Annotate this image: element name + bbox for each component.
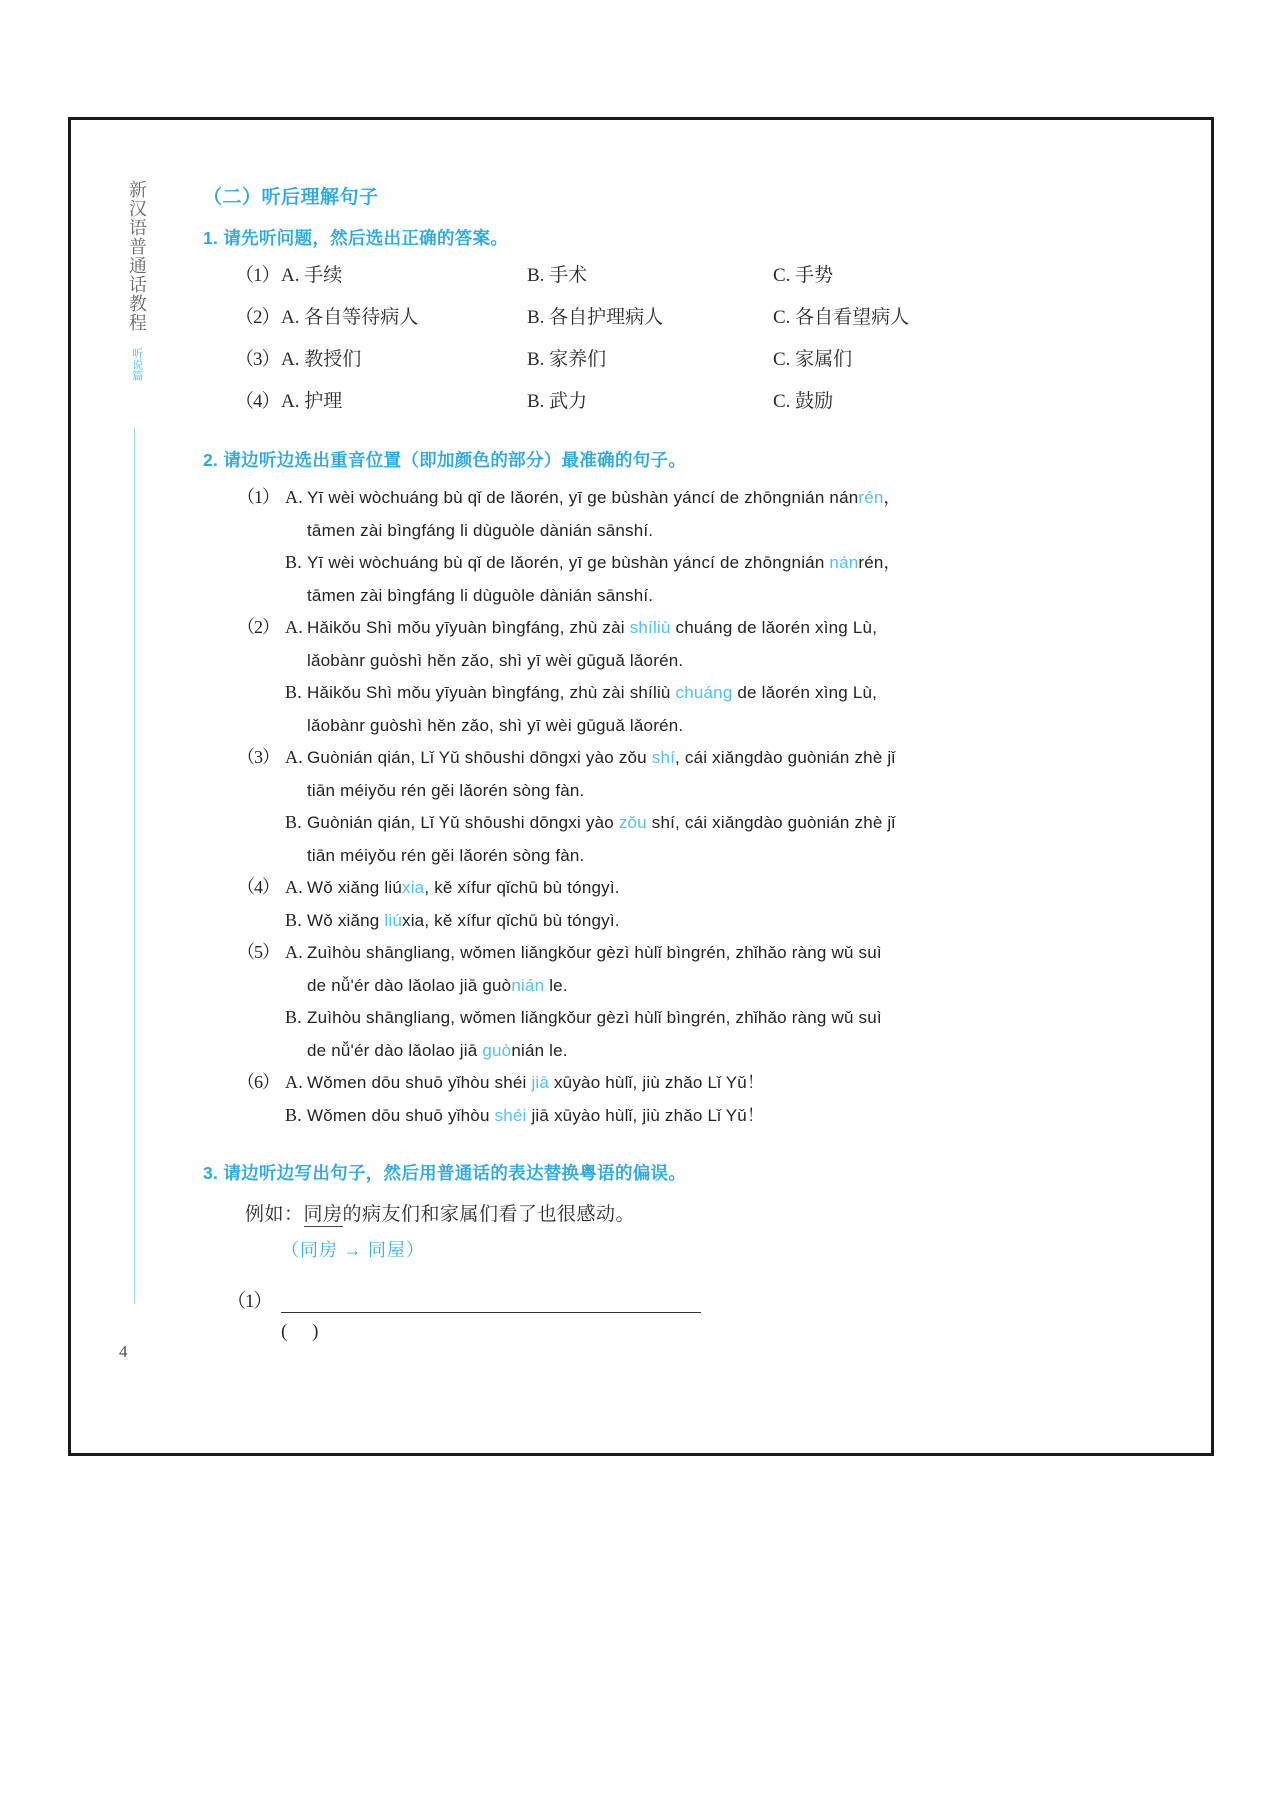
example-rest: 的病友们和家属们看了也很感动。: [342, 1204, 636, 1225]
pinyin-segment: Wǒ xiǎng: [307, 910, 385, 930]
task2-heading: 2. 请边听边选出重音位置（即加颜色的部分）最准确的句子。: [203, 450, 687, 470]
table-row: [235, 260, 1143, 287]
pinyin-segment: Zuìhòu shāngliang, wǒmen liǎngkǒur gèzì hùlǐ bìngrén, zhǐhǎo ràng wǔ suì: [307, 1008, 882, 1027]
question-number: （6）: [237, 1072, 279, 1092]
pinyin-text: [307, 650, 1143, 671]
question-number: （1）: [235, 265, 280, 286]
pinyin-text: [307, 585, 1143, 606]
choice-option-a[interactable]: A. 手续: [281, 265, 343, 286]
pinyin-segment: de nǚ'ér dào lǎolao jiā: [307, 1040, 483, 1060]
pinyin-segment: lǎobànr guòshì hěn zǎo, shì yī wèi gūguǎ lǎorén.: [307, 715, 684, 735]
stress-highlight: zǒu: [618, 813, 647, 832]
example-prefix: 例如：: [245, 1204, 304, 1225]
option-tag: B.: [285, 682, 302, 702]
task3-heading: 3. 请边听边写出句子，然后用普通话的表达替换粤语的偏误。: [203, 1163, 687, 1183]
pinyin-text: [307, 845, 1143, 866]
pinyin-segment: , kě xífur qǐchū bù tóngyì.: [424, 878, 620, 897]
sentence-option-continuation: [237, 779, 1143, 802]
pinyin-segment: Wǒmen dōu shuō yǐhòu shéi: [307, 1073, 532, 1092]
choice-option-c[interactable]: C. 家属们: [773, 349, 853, 370]
main-text-column: [203, 182, 1143, 1343]
stress-highlight: shí: [651, 748, 676, 767]
question-number: （5）: [237, 942, 279, 962]
sentence-option-continuation: [237, 584, 1143, 607]
list-item: [237, 941, 1143, 1061]
pinyin-segment: tāmen zài bìngfáng li dùguòle dànián sānshí.: [307, 585, 654, 605]
sentence-option[interactable]: [237, 876, 1143, 899]
stress-highlight: xia: [402, 878, 425, 897]
book-running-title: 新汉语普通话教程: [126, 180, 147, 332]
list-item: [237, 746, 1143, 866]
pinyin-text: [307, 780, 1143, 801]
stress-highlight: guò: [482, 1040, 512, 1060]
pinyin-segment: Wǒmen dōu shuō yǐhòu: [307, 1105, 495, 1125]
pinyin-text: [307, 1105, 1143, 1126]
stress-highlight: rén: [858, 488, 884, 507]
question-number: （3）: [235, 349, 280, 370]
task1-choice-list: [235, 260, 1143, 413]
stress-highlight: nián: [511, 975, 545, 995]
write-in-line[interactable]: [281, 1294, 701, 1313]
example-underlined-term: 同房: [303, 1204, 343, 1225]
question-number: （2）: [237, 617, 279, 637]
task2-sentence-list: [237, 486, 1143, 1126]
choice-option-b[interactable]: B. 手术: [527, 265, 588, 286]
answer-number: （1）: [227, 1291, 272, 1312]
pinyin-segment: tiān méiyǒu rén gěi lǎorén sòng fàn.: [307, 845, 585, 865]
option-tag: B.: [285, 1104, 302, 1125]
sentence-option-continuation: [237, 974, 1143, 997]
task1-heading: 1. 请先听问题，然后选出正确的答案。: [203, 228, 509, 248]
pinyin-text: [307, 1072, 1143, 1093]
task3-answer-blanks: [203, 1286, 1143, 1343]
pinyin-text: [307, 812, 1143, 833]
sentence-option-continuation: [237, 714, 1143, 737]
table-row: [235, 344, 1143, 371]
pinyin-segment: de nǚ'ér dào lǎolao jiā guò: [307, 975, 512, 995]
sentence-option-continuation: [237, 1039, 1143, 1062]
sentence-option[interactable]: [237, 551, 1143, 574]
sentence-option[interactable]: [237, 1071, 1143, 1094]
task3-example-sentence: [245, 1199, 1143, 1226]
choice-option-a[interactable]: A. 教授们: [281, 349, 362, 370]
pinyin-text: [307, 617, 1143, 638]
choice-option-b[interactable]: B. 各自护理病人: [527, 307, 664, 328]
sentence-option[interactable]: [237, 746, 1143, 769]
pinyin-segment: tāmen zài bìngfáng li dùguòle dànián sānshí.: [307, 520, 654, 540]
pinyin-text: [307, 747, 1143, 768]
option-tag: A.: [285, 942, 303, 962]
stress-highlight: liú: [384, 910, 402, 930]
pinyin-segment: xūyào hùlǐ, jiù zhǎo Lǐ Yǔ！: [549, 1073, 765, 1092]
spine-vertical-rule: [134, 428, 135, 1304]
sentence-option[interactable]: [237, 811, 1143, 834]
question-number: （3）: [237, 747, 279, 767]
task3-example-correction: （同房 → 同屋）: [281, 1240, 425, 1260]
pinyin-segment: shí, cái xiǎngdào guònián zhè jǐ: [646, 813, 896, 832]
pinyin-segment: chuáng de lǎorén xìng Lù,: [670, 618, 878, 637]
question-number: （4）: [237, 877, 279, 897]
pinyin-text: [307, 910, 1143, 931]
pinyin-text: [307, 1040, 1143, 1061]
pinyin-segment: Hǎikǒu Shì mǒu yīyuàn bìngfáng, zhù zài: [307, 618, 630, 637]
option-tag: B.: [285, 1007, 302, 1027]
option-tag: A.: [285, 1072, 303, 1092]
pinyin-segment: le.: [544, 975, 568, 995]
list-item: [237, 616, 1143, 736]
question-number: （4）: [235, 391, 280, 412]
sentence-option[interactable]: [237, 1006, 1143, 1029]
choice-option-b[interactable]: B. 家养们: [527, 349, 607, 370]
sentence-option[interactable]: [237, 616, 1143, 639]
choice-option-a[interactable]: A. 各自等待病人: [281, 307, 419, 328]
option-tag: A.: [285, 487, 303, 507]
sentence-option-continuation: [237, 649, 1143, 672]
pinyin-segment: ，: [883, 488, 901, 507]
sentence-option[interactable]: [237, 909, 1143, 932]
choice-option-b[interactable]: B. 武力: [527, 391, 588, 412]
option-tag: A.: [285, 617, 303, 637]
book-part-label: 听说篇: [130, 348, 143, 381]
pinyin-segment: tiān méiyǒu rén gěi lǎorén sòng fàn.: [307, 780, 585, 800]
pinyin-segment: Guònián qián, Lǐ Yǔ shōushi dōngxi yào: [307, 813, 619, 832]
option-tag: A.: [285, 877, 303, 897]
pinyin-text: [307, 877, 1143, 898]
question-number: （1）: [237, 487, 279, 507]
pinyin-segment: de lǎorén xìng Lù,: [732, 683, 878, 702]
scanned-page-frame: [68, 117, 1214, 1456]
choice-option-c[interactable]: C. 各自看望病人: [773, 307, 910, 328]
correction-parenthesis[interactable]: ( ): [281, 1321, 329, 1342]
table-row: [235, 386, 1143, 413]
pinyin-segment: lǎobànr guòshì hěn zǎo, shì yī wèi gūguǎ lǎorén.: [307, 650, 684, 670]
page-number: 4: [119, 1342, 128, 1361]
pinyin-text: [307, 942, 1143, 963]
pinyin-segment: jiā xūyào hùlǐ, jiù zhǎo Lǐ Yǔ！: [526, 1105, 765, 1125]
option-tag: A.: [285, 747, 303, 767]
pinyin-segment: Guònián qián, Lǐ Yǔ shōushi dōngxi yào zǒu: [307, 748, 652, 767]
pinyin-text: [307, 552, 1143, 573]
pinyin-text: [307, 715, 1143, 736]
pinyin-text: [307, 1007, 1143, 1028]
pinyin-segment: xia, kě xífur qǐchū bù tóngyì.: [402, 910, 620, 930]
pinyin-segment: Hǎikǒu Shì mǒu yīyuàn bìngfáng, zhù zài shíliù: [307, 683, 676, 702]
list-item: [237, 486, 1143, 606]
pinyin-segment: Wǒ xiǎng liú: [307, 878, 402, 897]
pinyin-segment: Yī wèi wòchuáng bù qǐ de lǎorén, yī ge bùshàn yáncí de zhōngnián: [307, 553, 830, 572]
table-row: [235, 302, 1143, 329]
pinyin-segment: , cái xiǎngdào guònián zhè jǐ: [675, 748, 896, 767]
task3-example-block: [245, 1199, 1143, 1262]
spine-running-head: [113, 180, 159, 381]
choice-option-c[interactable]: C. 手势: [773, 265, 834, 286]
pinyin-text: [307, 975, 1143, 996]
pinyin-segment: Yī wèi wòchuáng bù qǐ de lǎorén, yī ge bùshàn yáncí de zhōngnián nán: [307, 488, 859, 507]
list-item: [237, 876, 1143, 931]
stress-highlight: chuáng: [675, 683, 733, 702]
list-item: [237, 1071, 1143, 1126]
option-tag: B.: [285, 812, 302, 832]
question-number: （2）: [235, 307, 280, 328]
sentence-option-continuation: [237, 844, 1143, 867]
choice-option-a[interactable]: A. 护理: [281, 391, 343, 412]
sentence-option[interactable]: [237, 681, 1143, 704]
stress-highlight: nán: [829, 553, 859, 572]
sentence-option[interactable]: [237, 486, 1143, 509]
pinyin-text: [307, 520, 1143, 541]
choice-option-c[interactable]: C. 鼓励: [773, 391, 834, 412]
pinyin-text: [307, 487, 1143, 508]
stress-highlight: jiā: [531, 1073, 550, 1092]
pinyin-text: [307, 682, 1143, 703]
pinyin-segment: Zuìhòu shāngliang, wǒmen liǎngkǒur gèzì hùlǐ bìngrén, zhǐhǎo ràng wǔ suì: [307, 943, 882, 962]
pinyin-segment: nián le.: [511, 1040, 568, 1060]
section-heading: （二）听后理解句子: [203, 187, 379, 208]
stress-highlight: shéi: [494, 1105, 527, 1125]
option-tag: B.: [285, 909, 302, 930]
sentence-option[interactable]: [237, 941, 1143, 964]
sentence-option-continuation: [237, 519, 1143, 542]
pinyin-segment: rén，: [858, 553, 901, 572]
sentence-option[interactable]: [237, 1104, 1143, 1127]
answer-blank-row: [227, 1286, 1143, 1313]
option-tag: B.: [285, 552, 302, 572]
page-content: [71, 120, 1211, 1453]
stress-highlight: shíliù: [629, 618, 671, 637]
